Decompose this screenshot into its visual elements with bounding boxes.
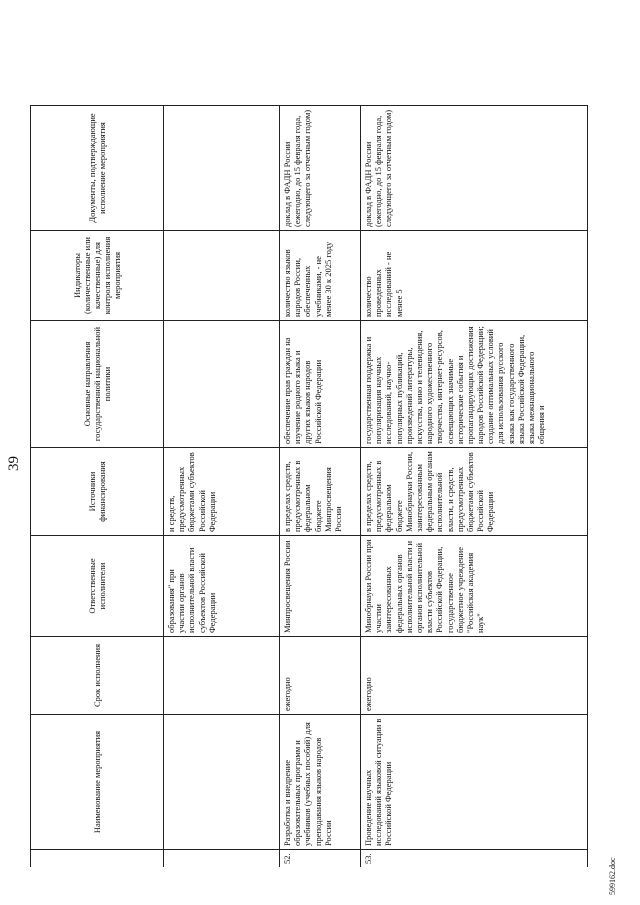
row-term: ежегодно xyxy=(280,637,361,715)
table-row-continuation xyxy=(164,106,280,868)
row-term: ежегодно xyxy=(361,637,588,715)
row-name xyxy=(164,715,280,850)
table-header-row xyxy=(31,106,164,868)
header-directions: Основные направления государственной национальной политики xyxy=(31,321,164,448)
row-directions: обеспечение прав граждан на изучение родного языка и других языков народов Российской Федерации xyxy=(280,321,361,448)
header-num xyxy=(31,850,164,868)
row-name: Разработка и внедрение образовательных программ и учебников (учебных пособий) для преподавания языков народов России xyxy=(280,715,361,850)
table-row-52 xyxy=(280,106,361,868)
header-documents: Документы, подтверждающие исполнение мероприятия xyxy=(31,106,164,231)
header-indicators: Индикаторы (количественные или качественные) для контроля исполнения мероприятия xyxy=(31,231,164,321)
row-term xyxy=(164,637,280,715)
row-indicators xyxy=(164,231,280,321)
measures-table xyxy=(30,105,588,867)
row-sources: и средств, предусмотренных бюджетами субъектов Российской Федерации xyxy=(164,448,280,536)
row-documents: доклад в ФАДН России (ежегодно, до 15 февраля года, следующего за отчетным годом) xyxy=(280,106,361,231)
row-executors: Минпросвещения России xyxy=(280,536,361,637)
row-num xyxy=(164,850,280,868)
row-executors: образования" при участии органов исполнительной власти субъектов Российской Федерации xyxy=(164,536,280,637)
row-sources: в пределах средств, предусмотренных в федеральном бюджете Минпросвещения России xyxy=(280,448,361,536)
header-name: Наименование мероприятия xyxy=(31,715,164,850)
row-sources: в пределах средств, предусмотренных в федеральном бюджете Минобрнауки России, заинтересованным федеральным органам исполнительной власти, и средств, предусмотренных бюджетами субъектов Российской Федерации xyxy=(361,448,588,536)
row-directions: государственная поддержка и популяризация научных исследований, научно-популярных публикаций, произведений литературы, искусства, кино и телевидения, народного художественного творчества, интернет-ресурсов, освещающих значимые исторические события и пропагандирующих достижения народов Российской Федерации; создание оптимальных условий для использования русского языка как государственного языка Российской Федерации, языка межнационального общения и xyxy=(361,321,588,448)
row-directions xyxy=(164,321,280,448)
row-documents xyxy=(164,106,280,231)
row-num: 53. xyxy=(361,850,588,868)
footer-filename: 599162.doc xyxy=(608,857,617,895)
row-num: 52. xyxy=(280,850,361,868)
page-number: 39 xyxy=(6,456,22,471)
header-sources: Источники финансирования xyxy=(31,448,164,536)
row-documents: доклад в ФАДН России (ежегодно, до 15 февраля года, следующего за отчетным годом) xyxy=(361,106,588,231)
header-term: Срок исполнения xyxy=(31,637,164,715)
table-row-53 xyxy=(361,106,588,868)
header-executors: Ответственные исполнители xyxy=(31,536,164,637)
row-indicators: количество проведенных исследований - не менее 5 xyxy=(361,231,588,321)
row-executors: Минобрнауки России при участии заинтересованных федеральных органов исполнительной власти и органов исполнительной власти субъектов Российской Федерации, государственное бюджетное учреждение "Российская академия наук" xyxy=(361,536,588,637)
row-name: Проведение научных исследований языковой ситуации в Российской Федерации xyxy=(361,715,588,850)
row-indicators: количество языков народов России, обеспеченных учебниками, - не менее 30 к 2025 году xyxy=(280,231,361,321)
